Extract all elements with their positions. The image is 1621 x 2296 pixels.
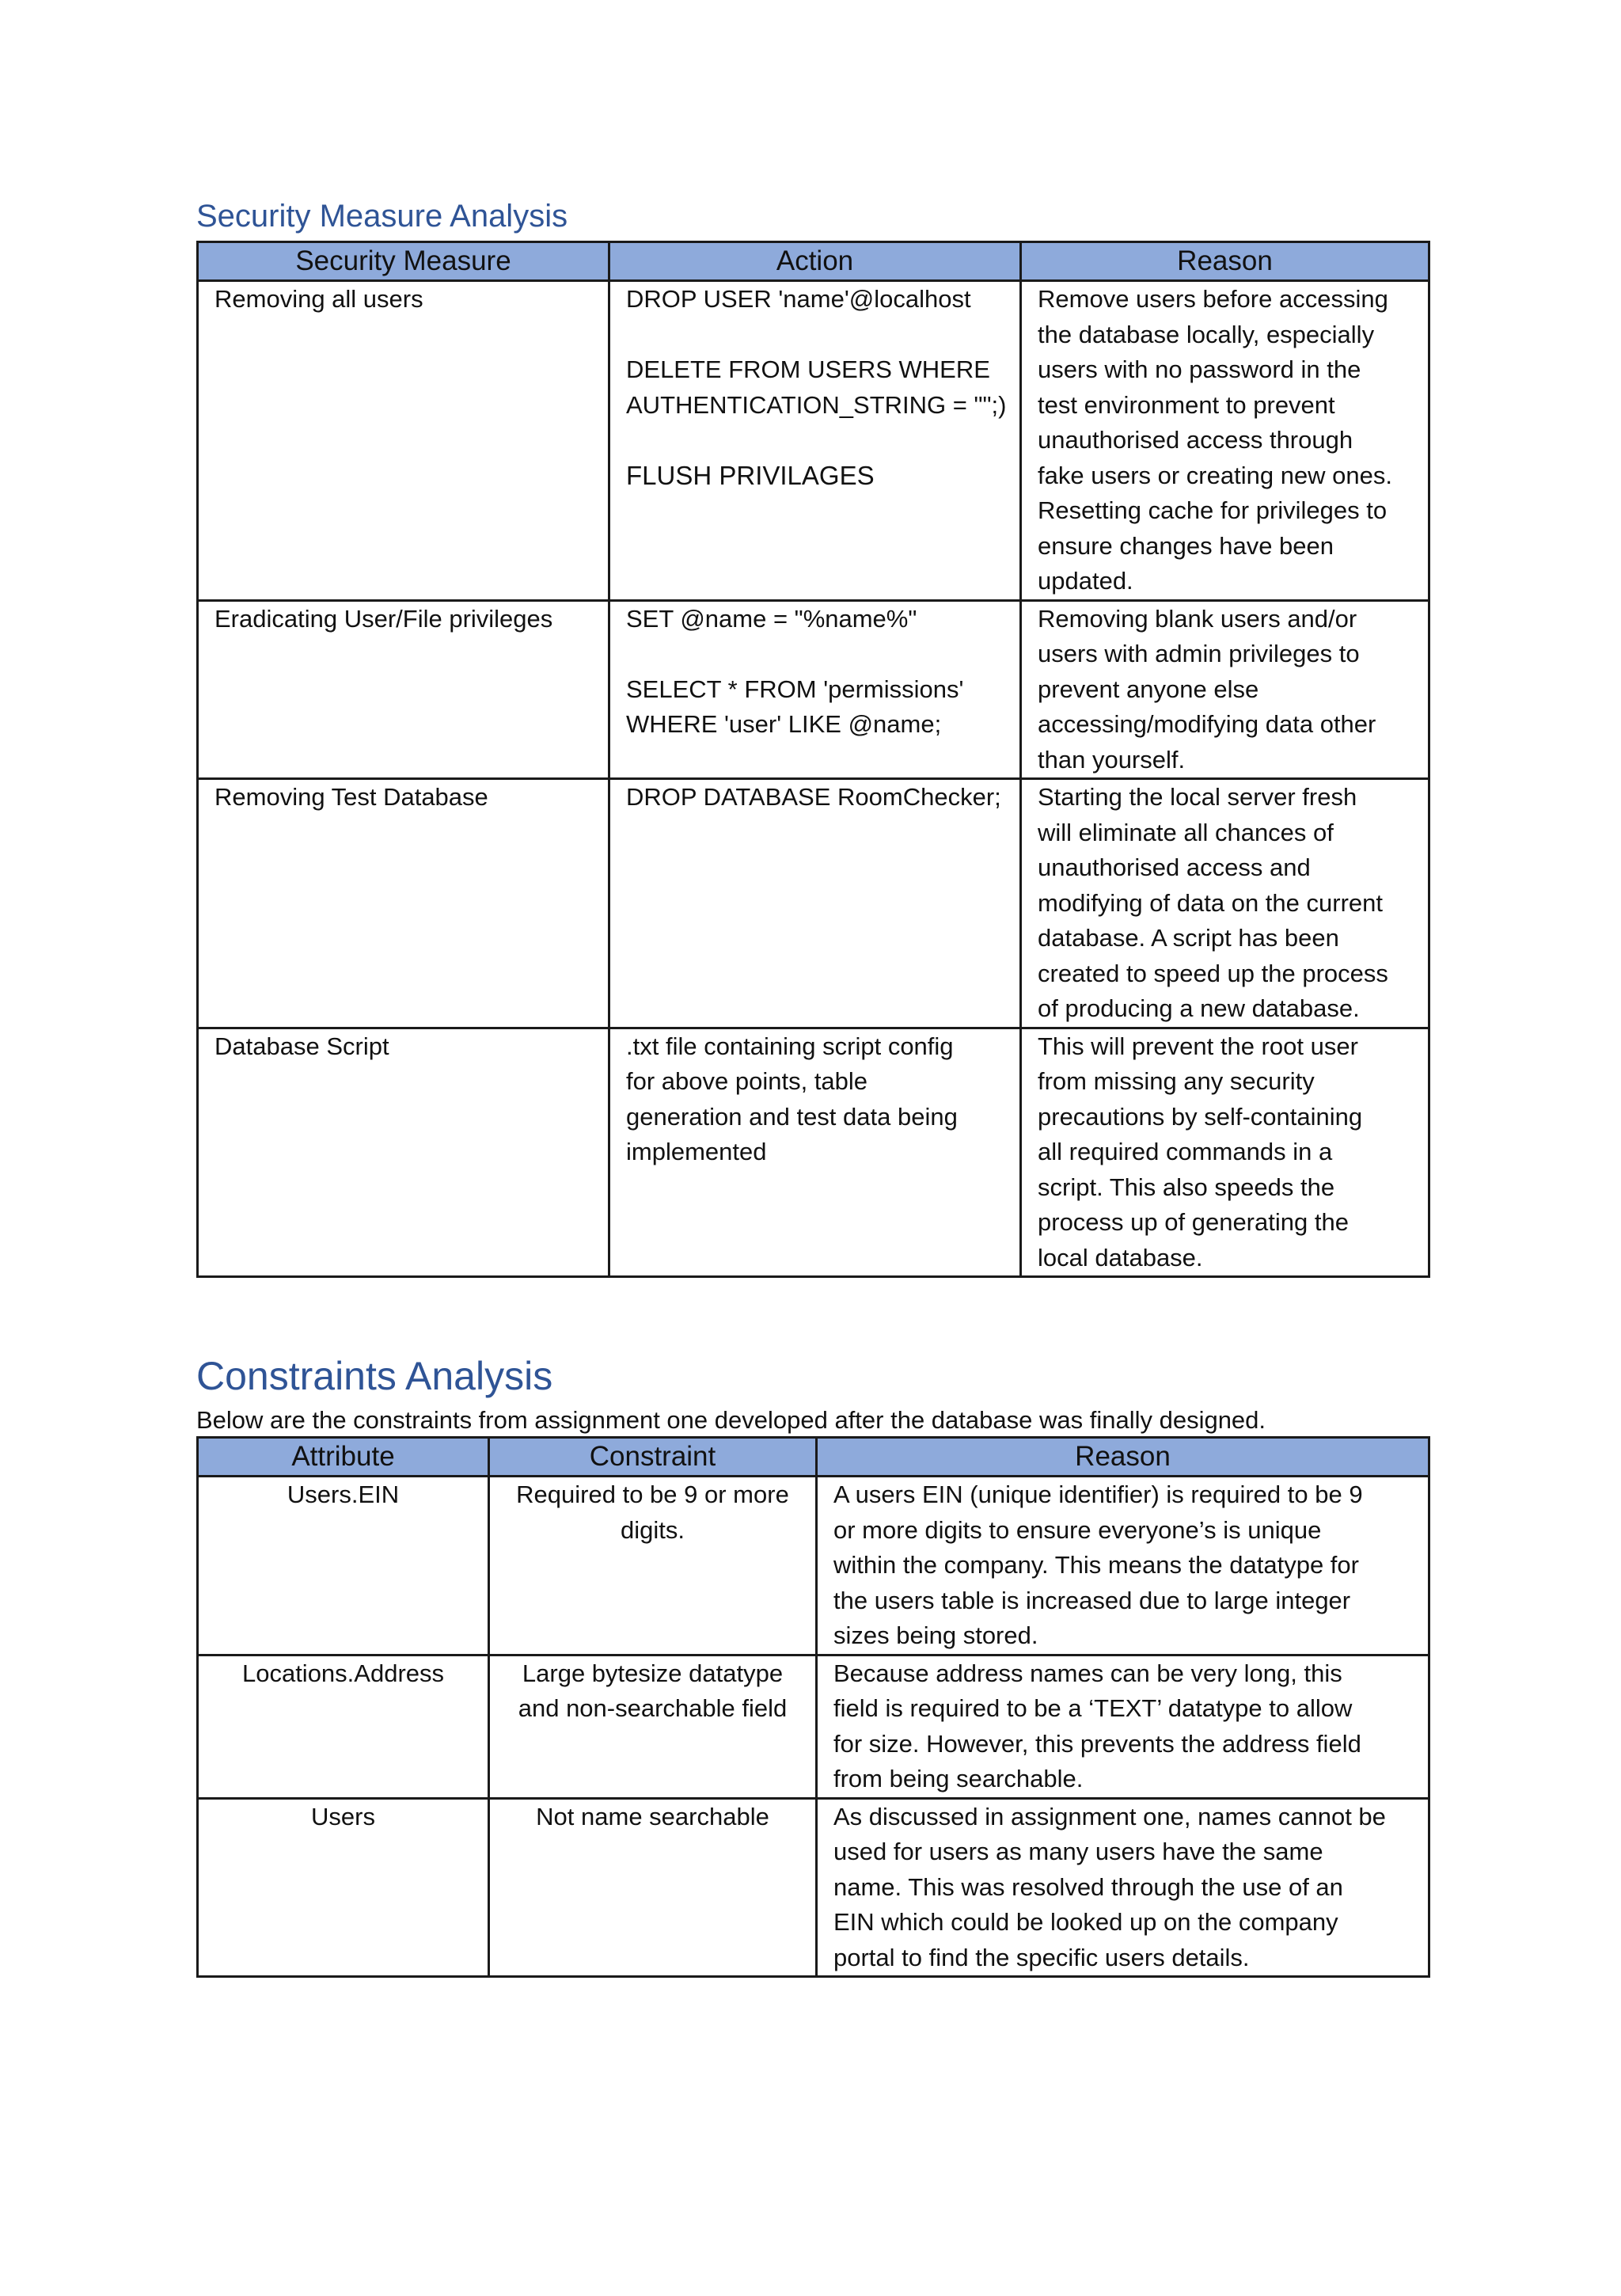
action-cell: .txt file containing script config for above points, table generation and test data being implemented <box>609 1028 1021 1277</box>
table-row <box>198 600 1429 779</box>
reason-cell: Because address names can be very long, this field is required to be a ‘TEXT’ datatype to allow for size. However, this prevents the address field from being searchable. <box>817 1655 1429 1798</box>
measure-cell: Database Script <box>198 1028 609 1277</box>
constraint-cell: Not name searchable <box>489 1798 817 1977</box>
reason-cell: A users EIN (unique identifier) is required to be 9 or more digits to ensure everyone’s is unique within the company. This means the datatype for the users table is increased due to large integer sizes being stored. <box>817 1477 1429 1655</box>
constraints-heading: Constraints Analysis <box>196 1354 553 1398</box>
table-row <box>198 1477 1429 1655</box>
reason-cell: This will prevent the root user from missing any security precautions by self-containing all required commands in a script. This also speeds the process up of generating the local database. <box>1021 1028 1429 1277</box>
reason-cell: Removing blank users and/or users with admin privileges to prevent anyone else accessing/modifying data other than yourself. <box>1021 600 1429 779</box>
table-header-row <box>198 242 1429 281</box>
measure-cell: Removing all users <box>198 281 609 601</box>
action-cell: DROP DATABASE RoomChecker; <box>609 779 1021 1028</box>
measure-cell: Eradicating User/File privileges <box>198 600 609 779</box>
constraints-table <box>196 1436 1430 1978</box>
constraint-cell: Large bytesize datatype and non-searchable field <box>489 1655 817 1798</box>
table-row <box>198 779 1429 1028</box>
security-heading: Security Measure Analysis <box>196 199 568 234</box>
measure-cell: Removing Test Database <box>198 779 609 1028</box>
attribute-cell: Users <box>198 1798 489 1977</box>
action-cell: SET @name = "%name%" SELECT * FROM 'permissions' WHERE 'user' LIKE @name; <box>609 600 1021 779</box>
column-header: Constraint <box>489 1438 817 1477</box>
column-header: Security Measure <box>198 242 609 281</box>
table-row <box>198 1028 1429 1277</box>
table-row <box>198 281 1429 601</box>
table-header-row <box>198 1438 1429 1477</box>
table-row <box>198 1655 1429 1798</box>
reason-cell: Remove users before accessing the database locally, especially users with no password in the test environment to prevent unauthorised access through fake users or creating new ones. Resetting cache for privileges to ensure changes have been updated. <box>1021 281 1429 601</box>
attribute-cell: Locations.Address <box>198 1655 489 1798</box>
constraints-intro: Below are the constraints from assignment one developed after the database was finally designed. <box>196 1406 1266 1434</box>
security-measure-table <box>196 241 1430 1278</box>
reason-cell: Starting the local server fresh will eliminate all chances of unauthorised access and modifying of data on the current database. A script has been created to speed up the process of producing a new database. <box>1021 779 1429 1028</box>
column-header: Reason <box>1021 242 1429 281</box>
attribute-cell: Users.EIN <box>198 1477 489 1655</box>
reason-cell: As discussed in assignment one, names cannot be used for users as many users have the same name. This was resolved through the use of an EIN which could be looked up on the company portal to find the specific users details. <box>817 1798 1429 1977</box>
column-header: Action <box>609 242 1021 281</box>
action-cell: DROP USER 'name'@localhost DELETE FROM USERS WHERE AUTHENTICATION_STRING = "";) FLUSH PRIVILAGES <box>609 281 1021 601</box>
table-row <box>198 1798 1429 1977</box>
column-header: Reason <box>817 1438 1429 1477</box>
column-header: Attribute <box>198 1438 489 1477</box>
constraint-cell: Required to be 9 or more digits. <box>489 1477 817 1655</box>
